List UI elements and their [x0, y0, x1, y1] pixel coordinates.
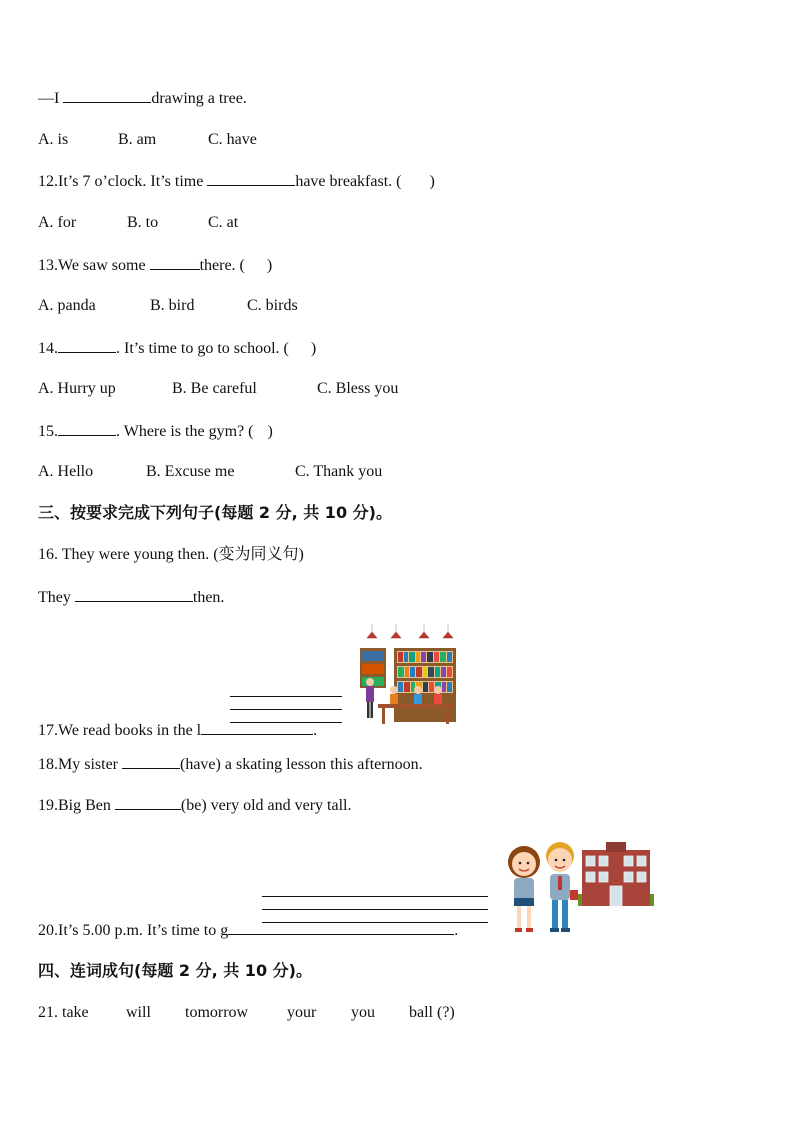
section-4-title: 四、连词成句(每题 2 分, 共 10 分)。: [38, 961, 312, 980]
option-a[interactable]: A. panda: [38, 297, 96, 314]
answer-blank[interactable]: [228, 920, 454, 935]
word-chip: your: [287, 1004, 317, 1021]
option-c[interactable]: C. Bless you: [317, 380, 399, 397]
question-11: [38, 88, 247, 109]
question-text: (be) very old and very tall.: [180, 797, 352, 814]
answer-lines-17[interactable]: [230, 684, 342, 723]
word-chip: tomorrow: [185, 1004, 249, 1021]
option-c[interactable]: C. Thank you: [295, 463, 383, 480]
question-14: [38, 338, 316, 359]
question-text: —I: [38, 90, 64, 107]
question-text: drawing a tree.: [151, 90, 247, 107]
question-18: [38, 754, 423, 775]
paren-close: ): [310, 340, 317, 357]
question-text: 13.We saw some: [38, 257, 150, 274]
question-text: 12.It’s 7 o’clock. It’s time: [38, 173, 208, 190]
question-21: [38, 1003, 455, 1023]
option-c[interactable]: C. at: [208, 214, 239, 231]
option-c[interactable]: C. birds: [247, 297, 298, 314]
question-text: .: [313, 722, 318, 739]
answer-prefix: They: [38, 589, 75, 606]
option-b[interactable]: B. bird: [150, 297, 195, 314]
question-text: 14.: [38, 340, 58, 357]
question-text: 17.We read books in the l: [38, 722, 202, 739]
answer-blank[interactable]: [201, 720, 313, 735]
question-13: [38, 255, 272, 276]
answer-blank[interactable]: [207, 171, 295, 186]
question-text: there. (: [199, 257, 245, 274]
answer-blank[interactable]: [63, 88, 151, 103]
question-17: [38, 720, 317, 741]
question-16: 16. They were young then. (变为同义句): [38, 546, 304, 563]
answer-blank[interactable]: [115, 795, 181, 810]
word-chip: will: [126, 1004, 151, 1021]
paren-close: ): [429, 173, 435, 190]
question-12: [38, 171, 435, 192]
answer-blank[interactable]: [58, 338, 116, 353]
answer-blank[interactable]: [150, 255, 200, 270]
library-illustration-icon: [358, 624, 458, 728]
question-text: 20.It’s 5.00 p.m. It’s time to g: [38, 922, 229, 939]
question-19: [38, 795, 352, 816]
option-b[interactable]: B. to: [127, 214, 159, 231]
option-a[interactable]: A. for: [38, 214, 77, 231]
options-14: [38, 379, 398, 399]
question-text: 15.: [38, 423, 58, 440]
answer-blank[interactable]: [75, 587, 193, 602]
question-20: [38, 920, 458, 941]
answer-suffix: then.: [192, 589, 225, 606]
question-text: . Where is the gym? (: [116, 423, 254, 440]
option-b[interactable]: B. Excuse me: [146, 463, 235, 480]
word-chip: 21. take: [38, 1004, 89, 1021]
options-15: [38, 462, 382, 482]
question-15: [38, 421, 273, 442]
option-a[interactable]: A. Hello: [38, 463, 94, 480]
option-a[interactable]: A. is: [38, 131, 69, 148]
question-text: 19.Big Ben: [38, 797, 115, 814]
answer-lines-20[interactable]: [262, 884, 488, 923]
option-c[interactable]: C. have: [208, 131, 257, 148]
paren-close: ): [267, 423, 273, 440]
question-text: . It’s time to go to school. (: [116, 340, 289, 357]
word-chip: ball (?): [409, 1004, 455, 1021]
word-chip: you: [351, 1004, 375, 1021]
section-3-title: 三、按要求完成下列句子(每题 2 分, 共 10 分)。: [38, 503, 392, 522]
question-16-answer: [38, 587, 224, 608]
option-b[interactable]: B. Be careful: [172, 380, 257, 397]
options-11: [38, 130, 257, 150]
question-text: 18.My sister: [38, 756, 122, 773]
option-a[interactable]: A. Hurry up: [38, 380, 116, 397]
answer-blank[interactable]: [122, 754, 180, 769]
answer-blank[interactable]: [58, 421, 116, 436]
kids-school-illustration-icon: [500, 838, 656, 938]
question-text: have breakfast. (: [295, 173, 402, 190]
options-13: [38, 296, 298, 316]
question-text: .: [454, 922, 459, 939]
question-text: (have) a skating lesson this afternoon.: [180, 756, 423, 773]
option-b[interactable]: B. am: [118, 131, 157, 148]
paren-close: ): [266, 257, 273, 274]
options-12: [38, 213, 238, 233]
